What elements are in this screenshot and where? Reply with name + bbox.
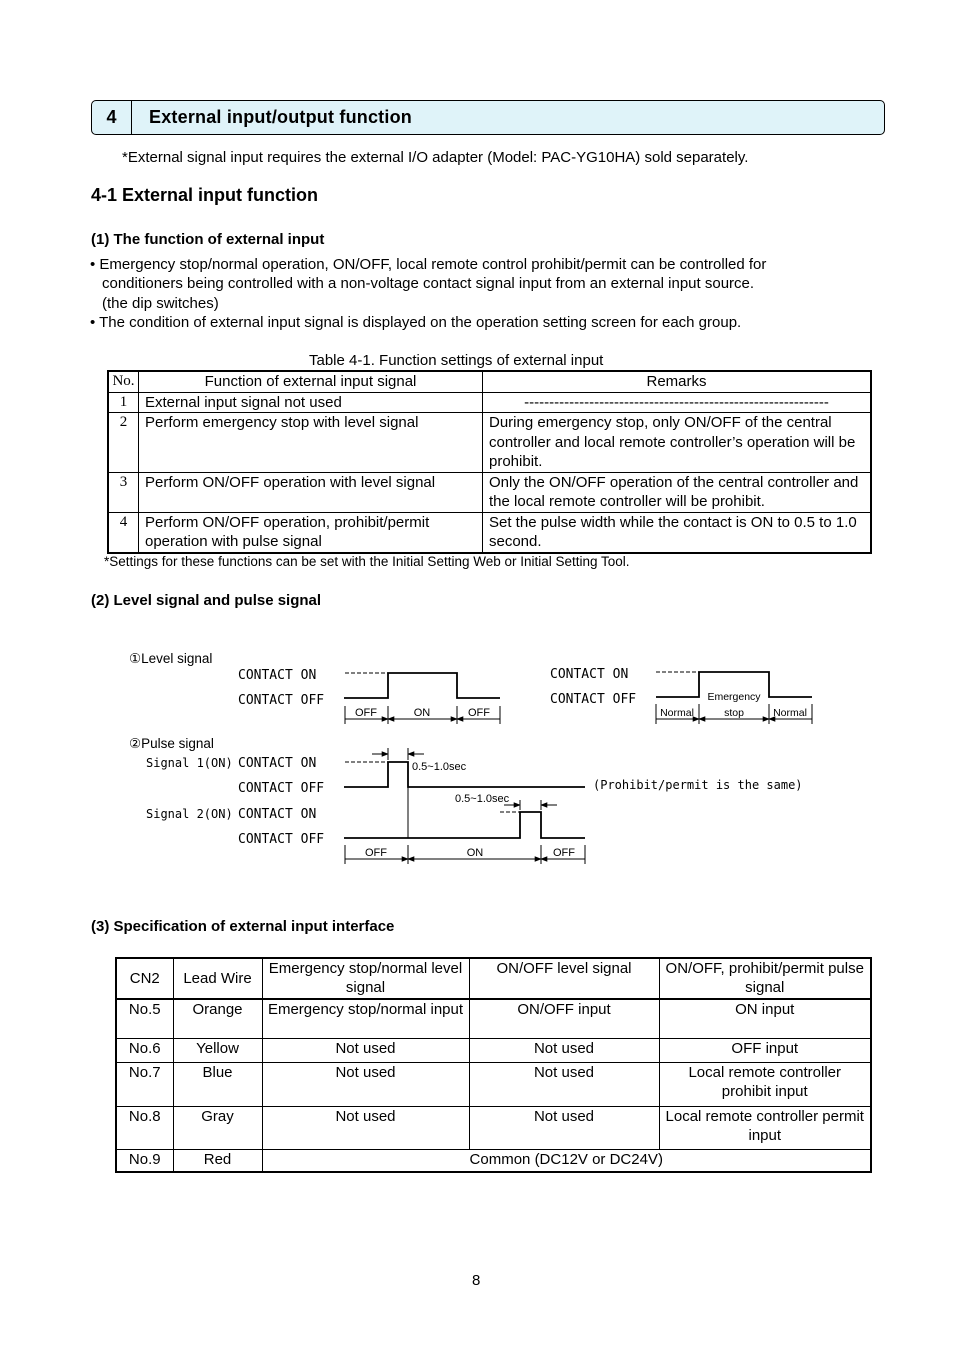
level-waveform xyxy=(344,673,500,698)
prohibit-permit-note: (Prohibit/permit is the same) xyxy=(593,778,803,792)
cell-common: Common (DC12V or DC24V) xyxy=(262,1149,871,1172)
row-no: 1 xyxy=(108,392,139,413)
off-label: OFF xyxy=(365,847,387,859)
row-no: 2 xyxy=(108,413,139,473)
cell-emergency: Not used xyxy=(262,1038,469,1062)
cell-wire: Red xyxy=(173,1149,262,1172)
off-label: OFF xyxy=(553,847,575,859)
header-remarks: Remarks xyxy=(483,371,872,392)
contact-on-label: CONTACT ON xyxy=(550,667,629,682)
contact-off-label: CONTACT OFF xyxy=(550,692,637,707)
cell-onoff: Not used xyxy=(469,1062,659,1106)
contact-off-label: CONTACT OFF xyxy=(238,781,325,796)
cell-pulse: OFF input xyxy=(659,1038,871,1062)
contact-on-label: CONTACT ON xyxy=(238,668,317,683)
row-remarks: Set the pulse width while the contact is ON to 0.5 to 1.0 second. xyxy=(483,512,872,553)
part2-title: (2) Level signal and pulse signal xyxy=(91,592,322,609)
cell-cn: No.9 xyxy=(116,1149,173,1172)
page-number: 8 xyxy=(472,1272,481,1289)
off-label: OFF xyxy=(355,707,377,719)
header-lead-wire: Lead Wire xyxy=(173,958,262,999)
contact-on-label: CONTACT ON xyxy=(238,756,317,771)
contact-on-label: CONTACT ON xyxy=(238,807,317,822)
cell-wire: Blue xyxy=(173,1062,262,1106)
pulse-width-label: 0.5~1.0sec xyxy=(455,793,510,805)
row-no: 3 xyxy=(108,472,139,512)
off-label: OFF xyxy=(468,707,490,719)
cell-wire: Yellow xyxy=(173,1038,262,1062)
row-remarks: Only the ON/OFF operation of the central controller and the local remote controller will be prohibit. xyxy=(483,472,872,512)
cell-wire: Gray xyxy=(173,1106,262,1149)
cell-pulse: Local remote controller permit input xyxy=(659,1106,871,1149)
pulse2-waveform xyxy=(344,812,585,838)
contact-off-label: CONTACT OFF xyxy=(238,693,325,708)
row-function: Perform emergency stop with level signal xyxy=(139,413,483,473)
signal2-label: Signal 2(ON) xyxy=(146,807,233,821)
level-signal-label: ①Level signal xyxy=(129,651,213,666)
cell-pulse: Local remote controller prohibit input xyxy=(659,1062,871,1106)
table1-footnote: *Settings for these functions can be set with the Initial Setting Web or Initial Setting Tool. xyxy=(104,554,630,569)
row-function: External input signal not used xyxy=(139,392,483,413)
cell-onoff: Not used xyxy=(469,1038,659,1062)
normal-label: Normal xyxy=(660,707,694,719)
bullet1-line3: (the dip switches) xyxy=(102,295,219,312)
table-row xyxy=(116,1106,871,1149)
row-function: Perform ON/OFF operation with level signal xyxy=(139,472,483,512)
header-emergency: Emergency stop/normal level signal xyxy=(262,958,469,999)
subsection-title: 4-1 External input function xyxy=(91,185,319,205)
cell-emergency: Emergency stop/normal input xyxy=(262,999,469,1038)
normal-label: Normal xyxy=(773,707,807,719)
header-no: No. xyxy=(108,371,139,392)
stop-label: stop xyxy=(724,707,744,719)
table-row xyxy=(116,999,871,1038)
interface-spec-table xyxy=(115,957,872,1173)
table-row xyxy=(116,1149,871,1172)
cell-cn: No.5 xyxy=(116,999,173,1038)
on-label: ON xyxy=(413,707,431,719)
row-remarks: During emergency stop, only ON/OFF of the central controller and local remote controller’s operation will be prohibit. xyxy=(483,413,872,473)
adapter-note: *External signal input requires the external I/O adapter (Model: PAC-YG10HA) sold separately. xyxy=(122,149,749,166)
row-function: Perform ON/OFF operation, prohibit/permit operation with pulse signal xyxy=(139,512,483,553)
cell-onoff: ON/OFF input xyxy=(469,999,659,1038)
cell-emergency: Not used xyxy=(262,1106,469,1149)
section-number: 4 xyxy=(92,101,132,134)
header-pulse: ON/OFF, prohibit/permit pulse signal xyxy=(659,958,871,999)
header-function: Function of external input signal xyxy=(139,371,483,392)
cell-emergency: Not used xyxy=(262,1062,469,1106)
signal1-label: Signal 1(ON) xyxy=(146,756,233,770)
row-remarks: ------------------------------------------------------------- xyxy=(483,392,872,413)
bullet2: • The condition of external input signal is displayed on the operation setting screen for each group. xyxy=(90,314,742,331)
table1-caption: Table 4-1. Function settings of external input xyxy=(309,352,604,369)
bullet1-line2: conditioners being controlled with a non-voltage contact signal input from an external input source. xyxy=(102,275,755,292)
table-header-row xyxy=(116,958,871,999)
bullet1-line1: • Emergency stop/normal operation, ON/OFF, local remote control prohibit/permit can be controlled for xyxy=(90,256,767,273)
section-title: External input/output function xyxy=(149,107,412,127)
table-row xyxy=(116,1062,871,1106)
header-onoff: ON/OFF level signal xyxy=(469,958,659,999)
pulse-width-label: 0.5~1.0sec xyxy=(412,761,467,773)
cell-cn: No.6 xyxy=(116,1038,173,1062)
part3-title: (3) Specification of external input interface xyxy=(91,918,395,935)
emergency-label: Emergency xyxy=(707,691,761,703)
row-no: 4 xyxy=(108,512,139,553)
cell-cn: No.8 xyxy=(116,1106,173,1149)
pulse-signal-label: ②Pulse signal xyxy=(129,736,214,751)
cell-pulse: ON input xyxy=(659,999,871,1038)
table-row xyxy=(116,1038,871,1062)
cell-cn: No.7 xyxy=(116,1062,173,1106)
contact-off-label: CONTACT OFF xyxy=(238,832,325,847)
part1-title: (1) The function of external input xyxy=(91,231,325,248)
on-label: ON xyxy=(466,847,484,859)
header-cn2: CN2 xyxy=(116,958,173,999)
cell-onoff: Not used xyxy=(469,1106,659,1149)
cell-wire: Orange xyxy=(173,999,262,1038)
